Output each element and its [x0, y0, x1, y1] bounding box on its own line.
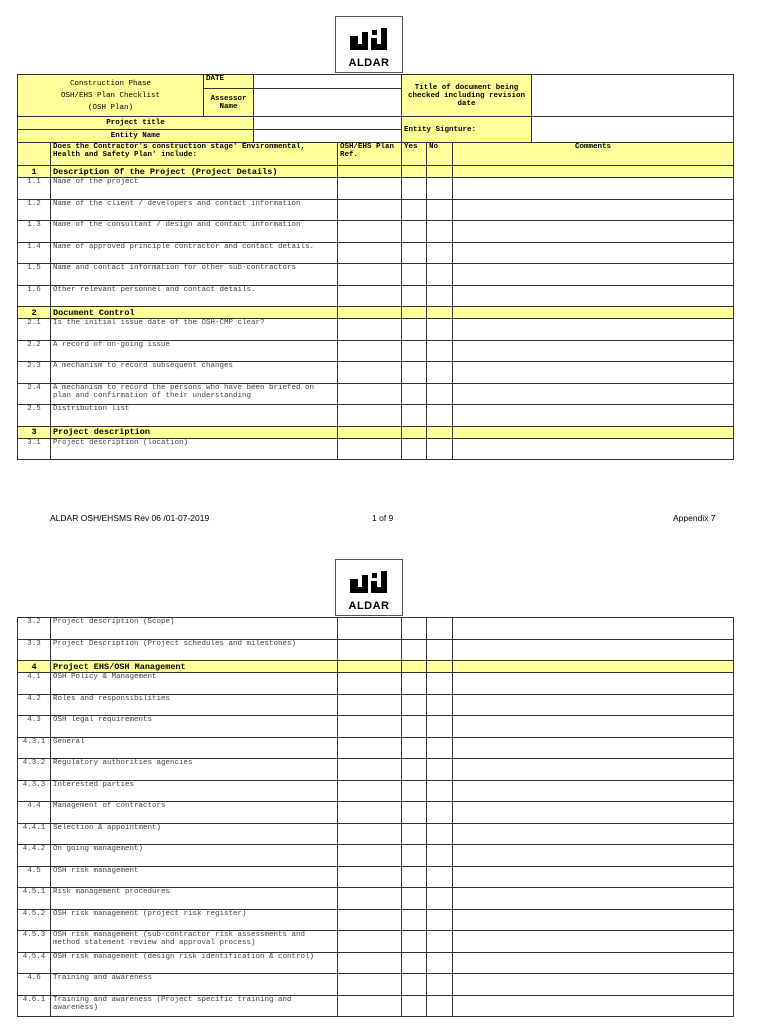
no-cell[interactable] — [427, 952, 453, 974]
section-row — [18, 166, 734, 178]
comments-cell[interactable] — [453, 242, 734, 264]
comments-cell[interactable] — [453, 383, 734, 405]
yes-cell[interactable] — [402, 952, 427, 974]
item-number: 1.3 — [18, 221, 51, 243]
comments-cell[interactable] — [453, 780, 734, 802]
ref-cell[interactable] — [338, 716, 402, 738]
item-description: Project description (location) — [51, 438, 338, 460]
no-cell[interactable] — [427, 264, 453, 286]
item-number: 4.3 — [18, 716, 51, 738]
comments-cell — [453, 426, 734, 438]
section-row — [18, 661, 734, 673]
logo-text: ALDAR — [348, 600, 390, 612]
yes-cell[interactable] — [402, 639, 427, 661]
yes-cell[interactable] — [402, 242, 427, 264]
ref-cell[interactable] — [338, 866, 402, 888]
yes-cell[interactable] — [402, 319, 427, 341]
aldar-logo-mark-icon — [348, 24, 390, 54]
yes-cell[interactable] — [402, 866, 427, 888]
yes-cell[interactable] — [402, 221, 427, 243]
checklist-row — [18, 888, 734, 910]
checklist-row — [18, 780, 734, 802]
yes-cell[interactable] — [402, 759, 427, 781]
item-description: Training and awareness (Project specific training and awareness) — [51, 995, 338, 1017]
assessor-name-label: Assessor Name — [204, 89, 254, 117]
comments-cell — [453, 661, 734, 673]
ref-cell[interactable] — [338, 242, 402, 264]
checklist-row — [18, 639, 734, 661]
item-number: 2.2 — [18, 340, 51, 362]
document-title-label: Title of document being checked including revision date — [402, 75, 532, 117]
ref-cell[interactable] — [338, 974, 402, 996]
yes-cell[interactable] — [402, 974, 427, 996]
no-cell[interactable] — [427, 319, 453, 341]
ref-cell[interactable] — [338, 694, 402, 716]
checklist-row — [18, 221, 734, 243]
ref-cell[interactable] — [338, 673, 402, 695]
comments-cell[interactable] — [453, 716, 734, 738]
comments-cell — [453, 166, 734, 178]
item-description: Regulatory authorities agencies — [51, 759, 338, 781]
col-yes-header: Yes — [402, 143, 427, 166]
item-description: OSH Policy & Management — [51, 673, 338, 695]
yes-cell[interactable] — [402, 995, 427, 1017]
item-number: 2.3 — [18, 362, 51, 384]
comments-cell[interactable] — [453, 199, 734, 221]
col-comments-header: Comments — [453, 143, 734, 166]
ref-cell[interactable] — [338, 952, 402, 974]
item-number: 3 — [18, 426, 51, 438]
entity-name-label: Entity Name — [18, 130, 254, 143]
checklist-row — [18, 178, 734, 200]
yes-cell[interactable] — [402, 888, 427, 910]
item-description: Selection & appointment) — [51, 823, 338, 845]
no-cell[interactable] — [427, 438, 453, 460]
item-number: 4.6.1 — [18, 995, 51, 1017]
comments-cell[interactable] — [453, 673, 734, 695]
checklist-row — [18, 383, 734, 405]
comments-cell[interactable] — [453, 974, 734, 996]
item-description: Name and contact information for other sub-contractors — [51, 264, 338, 286]
item-description: OSH risk management (sub-contractor risk assessments and method statement review and approval process) — [51, 931, 338, 953]
item-description: Project Description (Project schedules and milestones) — [51, 639, 338, 661]
checklist-row — [18, 340, 734, 362]
yes-cell — [402, 166, 427, 178]
col-ref-header: OSH/EHS Plan Ref. — [338, 143, 402, 166]
aldar-logo — [335, 16, 403, 73]
yes-cell[interactable] — [402, 178, 427, 200]
checklist-row — [18, 405, 734, 427]
footer-document-ref: ALDAR OSH/EHSMS Rev 06 /01-07-2019 — [50, 513, 210, 523]
item-number: 4.5.4 — [18, 952, 51, 974]
item-number: 1.6 — [18, 285, 51, 307]
no-cell[interactable] — [427, 405, 453, 427]
item-description: OSH risk management — [51, 866, 338, 888]
item-number: 4.2 — [18, 694, 51, 716]
no-cell[interactable] — [427, 716, 453, 738]
yes-cell[interactable] — [402, 264, 427, 286]
checklist-row — [18, 995, 734, 1017]
yes-cell[interactable] — [402, 405, 427, 427]
no-cell[interactable] — [427, 931, 453, 953]
item-description: Project description (Scope) — [51, 618, 338, 640]
item-description: Name of the client / developers and contact information — [51, 199, 338, 221]
comments-cell[interactable] — [453, 952, 734, 974]
item-description: Other relevant personnel and contact details. — [51, 285, 338, 307]
no-cell[interactable] — [427, 639, 453, 661]
entity-signature-label: Entity Signture: — [402, 117, 532, 143]
item-number: 2.5 — [18, 405, 51, 427]
item-number: 1.5 — [18, 264, 51, 286]
checklist-row — [18, 952, 734, 974]
no-cell[interactable] — [427, 199, 453, 221]
section-title: Project description — [51, 426, 338, 438]
item-number: 2.4 — [18, 383, 51, 405]
col-question-header: Does the Contractor's construction stage' Environmental, Health and Safety Plan' include: — [51, 143, 338, 166]
yes-cell[interactable] — [402, 823, 427, 845]
checklist-table-page-1 — [17, 74, 734, 460]
yes-cell[interactable] — [402, 618, 427, 640]
yes-cell[interactable] — [402, 199, 427, 221]
item-description: OSH risk management (design risk identification & control) — [51, 952, 338, 974]
item-number: 4.4 — [18, 802, 51, 824]
ref-cell[interactable] — [338, 759, 402, 781]
item-description: General — [51, 737, 338, 759]
checklist-row — [18, 823, 734, 845]
checklist-title: Construction Phase OSH/EHS Plan Checklist (OSH Plan) — [18, 75, 204, 117]
no-cell[interactable] — [427, 383, 453, 405]
no-cell[interactable] — [427, 242, 453, 264]
ref-cell[interactable] — [338, 931, 402, 953]
item-number: 1.4 — [18, 242, 51, 264]
no-cell — [427, 426, 453, 438]
ref-cell[interactable] — [338, 639, 402, 661]
comments-cell[interactable] — [453, 618, 734, 640]
no-cell[interactable] — [427, 866, 453, 888]
no-cell[interactable] — [427, 888, 453, 910]
ref-cell[interactable] — [338, 285, 402, 307]
item-number: 4.5.1 — [18, 888, 51, 910]
no-cell[interactable] — [427, 694, 453, 716]
no-cell — [427, 661, 453, 673]
item-number: 4.6 — [18, 974, 51, 996]
checklist-row — [18, 759, 734, 781]
comments-cell[interactable] — [453, 285, 734, 307]
item-number: 4.5.3 — [18, 931, 51, 953]
ref-cell[interactable] — [338, 319, 402, 341]
item-number: 1.2 — [18, 199, 51, 221]
comments-cell[interactable] — [453, 694, 734, 716]
item-number: 4.3.1 — [18, 737, 51, 759]
checklist-row — [18, 264, 734, 286]
yes-cell[interactable] — [402, 285, 427, 307]
comments-cell[interactable] — [453, 845, 734, 867]
yes-cell[interactable] — [402, 694, 427, 716]
item-number: 2 — [18, 307, 51, 319]
item-description: Is the initial issue date of the OSH-CMP clear? — [51, 319, 338, 341]
checklist-row — [18, 931, 734, 953]
comments-cell[interactable] — [453, 823, 734, 845]
ref-cell[interactable] — [338, 438, 402, 460]
item-description: Name of approved principle contractor and contact details. — [51, 242, 338, 264]
checklist-row — [18, 319, 734, 341]
ref-cell — [338, 307, 402, 319]
col-number-header — [18, 143, 51, 166]
comments-cell — [453, 307, 734, 319]
ref-cell — [338, 166, 402, 178]
ref-cell[interactable] — [338, 221, 402, 243]
item-number: 1.1 — [18, 178, 51, 200]
item-number: 3.1 — [18, 438, 51, 460]
checklist-row — [18, 974, 734, 996]
checklist-row — [18, 716, 734, 738]
project-title-field[interactable] — [254, 117, 402, 130]
section-title: Description Of the Project (Project Details) — [51, 166, 338, 178]
checklist-row — [18, 866, 734, 888]
yes-cell — [402, 661, 427, 673]
checklist-row — [18, 285, 734, 307]
yes-cell[interactable] — [402, 780, 427, 802]
date-field[interactable] — [254, 75, 402, 89]
comments-cell[interactable] — [453, 340, 734, 362]
checklist-row — [18, 242, 734, 264]
aldar-logo-mark-icon — [348, 567, 390, 597]
page-2-rows — [18, 618, 734, 1017]
item-description: A record of on-going issue — [51, 340, 338, 362]
yes-cell[interactable] — [402, 383, 427, 405]
ref-cell[interactable] — [338, 618, 402, 640]
item-description: On going management) — [51, 845, 338, 867]
comments-cell[interactable] — [453, 438, 734, 460]
col-no-header: No — [427, 143, 453, 166]
checklist-row — [18, 845, 734, 867]
item-description: Risk management procedures — [51, 888, 338, 910]
comments-cell[interactable] — [453, 639, 734, 661]
no-cell[interactable] — [427, 802, 453, 824]
item-description: Name of the consultant / design and contact information — [51, 221, 338, 243]
no-cell[interactable] — [427, 178, 453, 200]
item-number: 4 — [18, 661, 51, 673]
item-description: OSH risk management (project risk register) — [51, 909, 338, 931]
no-cell[interactable] — [427, 340, 453, 362]
item-number: 4.1 — [18, 673, 51, 695]
item-number: 2.1 — [18, 319, 51, 341]
no-cell[interactable] — [427, 737, 453, 759]
item-number: 4.3.2 — [18, 759, 51, 781]
section-row — [18, 307, 734, 319]
no-cell[interactable] — [427, 909, 453, 931]
checklist-row — [18, 618, 734, 640]
item-number: 1 — [18, 166, 51, 178]
ref-cell[interactable] — [338, 845, 402, 867]
checklist-row — [18, 673, 734, 695]
item-description: OSH legal requirements — [51, 716, 338, 738]
ref-cell[interactable] — [338, 888, 402, 910]
item-description: Name of the project — [51, 178, 338, 200]
checklist-row — [18, 737, 734, 759]
no-cell[interactable] — [427, 995, 453, 1017]
ref-cell[interactable] — [338, 823, 402, 845]
yes-cell — [402, 307, 427, 319]
checklist-row — [18, 438, 734, 460]
no-cell[interactable] — [427, 285, 453, 307]
item-number: 3.2 — [18, 618, 51, 640]
project-title-label: Project title — [18, 117, 254, 130]
comments-cell[interactable] — [453, 178, 734, 200]
comments-cell[interactable] — [453, 319, 734, 341]
comments-cell[interactable] — [453, 866, 734, 888]
yes-cell[interactable] — [402, 931, 427, 953]
no-cell[interactable] — [427, 845, 453, 867]
section-title: Project EHS/OSH Management — [51, 661, 338, 673]
no-cell[interactable] — [427, 974, 453, 996]
comments-cell[interactable] — [453, 802, 734, 824]
page-1-rows — [18, 166, 734, 460]
no-cell — [427, 307, 453, 319]
no-cell[interactable] — [427, 823, 453, 845]
ref-cell[interactable] — [338, 362, 402, 384]
date-label: DATE — [204, 75, 254, 89]
comments-cell[interactable] — [453, 737, 734, 759]
item-description: Distribution list — [51, 405, 338, 427]
item-description: Training and awareness — [51, 974, 338, 996]
item-description: Management of contractors — [51, 802, 338, 824]
ref-cell[interactable] — [338, 995, 402, 1017]
logo-text: ALDAR — [348, 57, 390, 69]
no-cell[interactable] — [427, 618, 453, 640]
yes-cell[interactable] — [402, 737, 427, 759]
yes-cell[interactable] — [402, 340, 427, 362]
ref-cell[interactable] — [338, 909, 402, 931]
ref-cell — [338, 661, 402, 673]
ref-cell — [338, 426, 402, 438]
yes-cell[interactable] — [402, 438, 427, 460]
no-cell[interactable] — [427, 221, 453, 243]
comments-cell[interactable] — [453, 931, 734, 953]
checklist-row — [18, 694, 734, 716]
no-cell — [427, 166, 453, 178]
ref-cell[interactable] — [338, 199, 402, 221]
yes-cell[interactable] — [402, 802, 427, 824]
item-number: 4.4.2 — [18, 845, 51, 867]
checklist-row — [18, 802, 734, 824]
yes-cell — [402, 426, 427, 438]
item-number: 4.4.1 — [18, 823, 51, 845]
entity-signature-field[interactable] — [532, 117, 734, 143]
item-description: A mechanism to record the persons who have been briefed on plan and confirmation of their understanding — [51, 383, 338, 405]
checklist-row — [18, 909, 734, 931]
yes-cell[interactable] — [402, 716, 427, 738]
comments-cell[interactable] — [453, 264, 734, 286]
comments-cell[interactable] — [453, 362, 734, 384]
comments-cell[interactable] — [453, 995, 734, 1017]
entity-name-field[interactable] — [254, 130, 402, 143]
document-title-field[interactable] — [532, 75, 734, 117]
item-description: Interested parties — [51, 780, 338, 802]
checklist-table-page-2 — [17, 617, 734, 1017]
item-number: 3.3 — [18, 639, 51, 661]
ref-cell[interactable] — [338, 405, 402, 427]
ref-cell[interactable] — [338, 802, 402, 824]
assessor-name-field[interactable] — [254, 89, 402, 117]
comments-cell[interactable] — [453, 888, 734, 910]
item-description: Roles and responsibilities — [51, 694, 338, 716]
checklist-row — [18, 362, 734, 384]
comments-cell[interactable] — [453, 405, 734, 427]
yes-cell[interactable] — [402, 673, 427, 695]
ref-cell[interactable] — [338, 264, 402, 286]
yes-cell[interactable] — [402, 362, 427, 384]
comments-cell[interactable] — [453, 221, 734, 243]
checklist-row — [18, 199, 734, 221]
item-description: A mechanism to record subsequent changes — [51, 362, 338, 384]
yes-cell[interactable] — [402, 909, 427, 931]
ref-cell[interactable] — [338, 780, 402, 802]
footer-appendix: Appendix 7 — [673, 513, 716, 523]
no-cell[interactable] — [427, 362, 453, 384]
ref-cell[interactable] — [338, 340, 402, 362]
section-row — [18, 426, 734, 438]
section-title: Document Control — [51, 307, 338, 319]
aldar-logo-page-2 — [335, 559, 403, 616]
ref-cell[interactable] — [338, 737, 402, 759]
comments-cell[interactable] — [453, 759, 734, 781]
no-cell[interactable] — [427, 673, 453, 695]
item-number: 4.3.3 — [18, 780, 51, 802]
no-cell[interactable] — [427, 780, 453, 802]
no-cell[interactable] — [427, 759, 453, 781]
comments-cell[interactable] — [453, 909, 734, 931]
item-number: 4.5 — [18, 866, 51, 888]
ref-cell[interactable] — [338, 383, 402, 405]
footer-page-number: 1 of 9 — [372, 513, 394, 523]
yes-cell[interactable] — [402, 845, 427, 867]
item-number: 4.5.2 — [18, 909, 51, 931]
ref-cell[interactable] — [338, 178, 402, 200]
